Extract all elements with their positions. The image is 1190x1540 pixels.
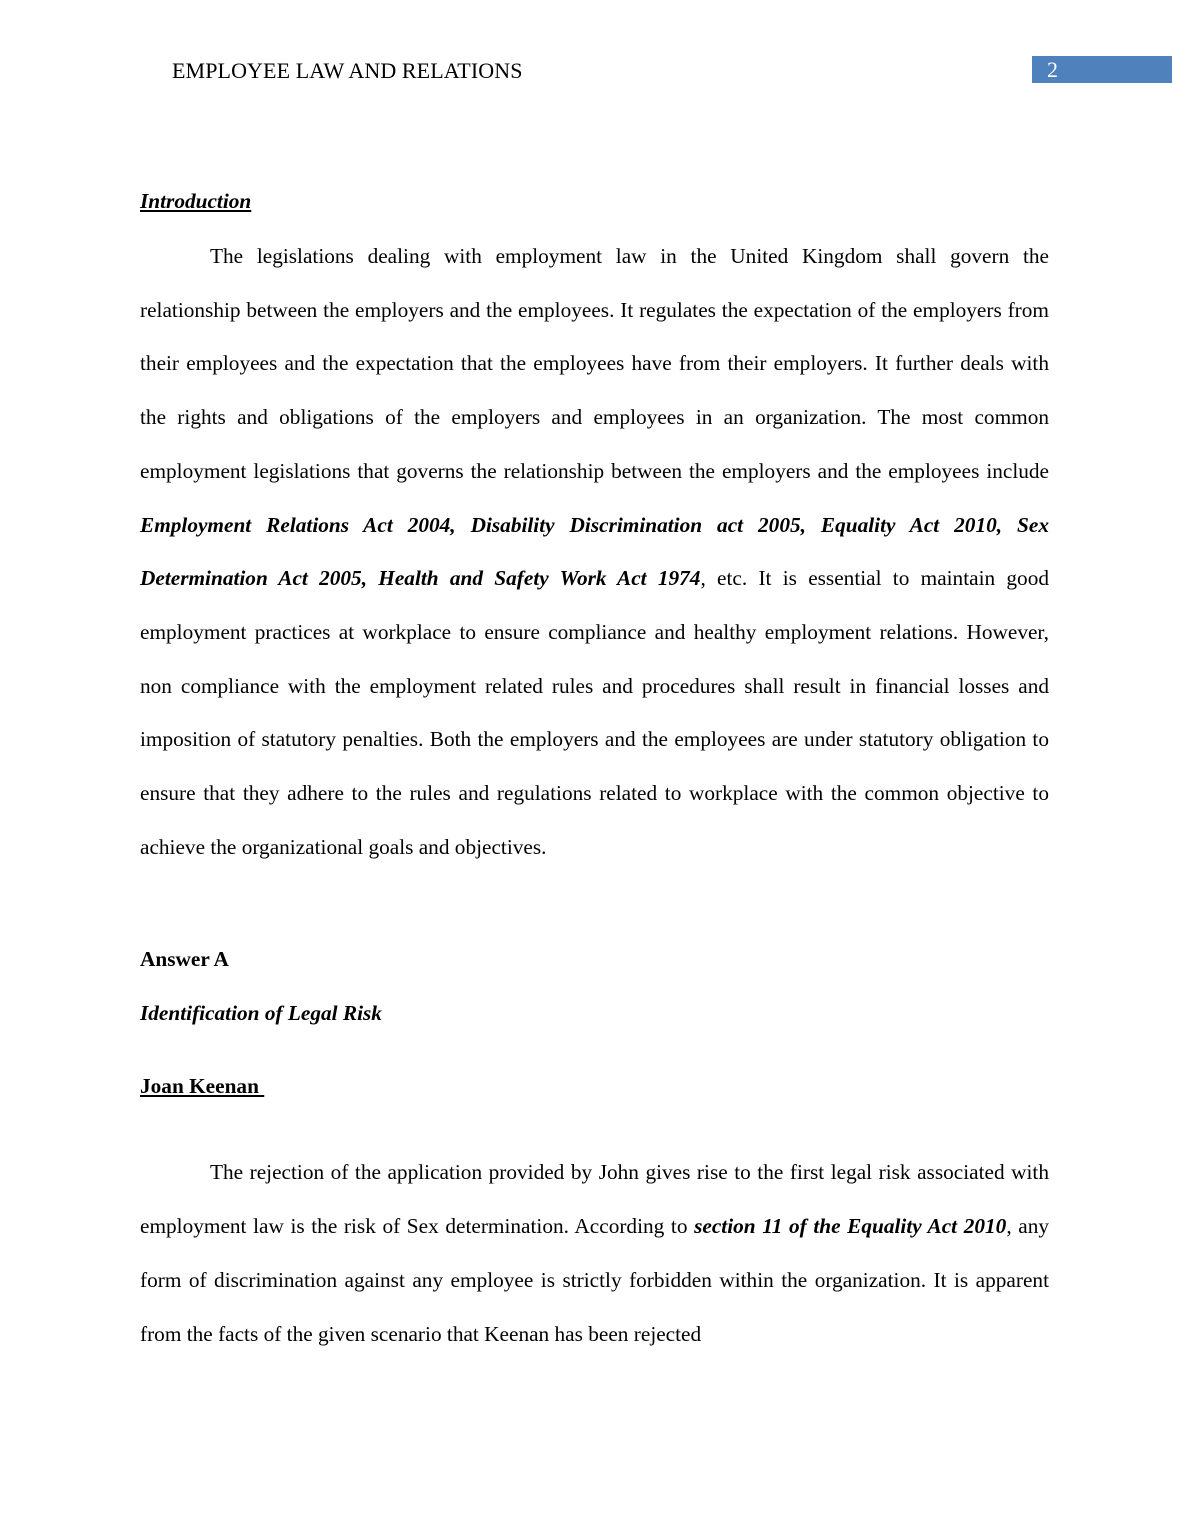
introduction-paragraph bbox=[140, 230, 1049, 874]
joan-keenan-heading: Joan Keenan bbox=[140, 1074, 265, 1099]
answer-a-heading: Answer A bbox=[140, 947, 229, 972]
intro-text-part-2: , etc. It is essential to maintain good employment practices at workplace to ensure compliance and healthy employment relations. However, non compliance with the employment related rules and procedures shall result in financial losses and imposition of statutory penalties. Both the employers and the employees are under statutory obligation to ensure that they adhere to the rules and regulations related to workplace with the common objective to achieve the organizational goals and objectives. bbox=[140, 566, 1050, 859]
page-number-badge bbox=[1032, 56, 1172, 83]
page-number: 2 bbox=[1047, 57, 1058, 82]
document-body bbox=[140, 186, 1049, 1361]
running-header-title: EMPLOYEE LAW AND RELATIONS bbox=[172, 58, 523, 83]
answer-text-part-2: , any form of discrimination against any employee is strictly forbidden within the organization. It is apparent from the facts of the given scenario that Keenan has been rejected bbox=[140, 1214, 1049, 1346]
answer-text-part-1: The rejection of the application provided by John gives rise to the first legal risk associated with employment law is the risk of Sex determination. According to bbox=[140, 1160, 1049, 1239]
legal-risk-subheading: Identification of Legal Risk bbox=[140, 1001, 382, 1026]
introduction-heading: Introduction bbox=[140, 189, 252, 213]
intro-legislation-list: Employment Relations Act 2004, Disability Discrimination act 2005, Equality Act 2010, Sex Determination Act 2005, Health and Safety Work Act 1974 bbox=[140, 512, 1049, 591]
joan-keenan-paragraph bbox=[140, 1146, 1049, 1361]
equality-act-citation: section 11 of the Equality Act 2010 bbox=[694, 1214, 1007, 1239]
intro-text-part-1: The legislations dealing with employment law in the United Kingdom shall govern the relationship between the employers and the employees. It regulates the expectation of the employers from their employees and the expectation that the employees have from their employers. It further deals with the rights and obligations of the employers and employees in an organization. The most common employment legislations that governs the relationship between the employers and the employees include bbox=[140, 244, 1049, 483]
